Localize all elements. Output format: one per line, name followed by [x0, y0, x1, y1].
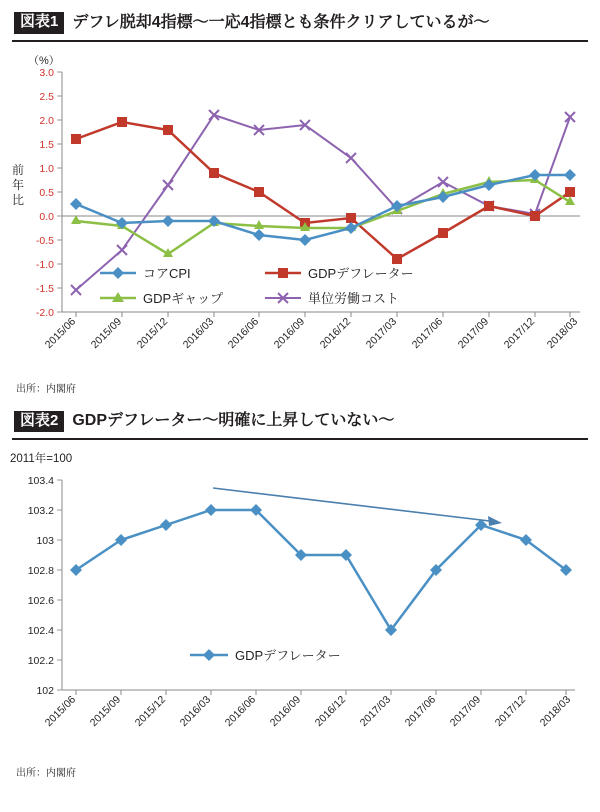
svg-text:2015/06: 2015/06 — [42, 315, 79, 351]
svg-text:103.2: 103.2 — [27, 505, 54, 517]
svg-text:比: 比 — [11, 192, 25, 207]
svg-text:-1.0: -1.0 — [35, 258, 54, 271]
figure2-unit-label: 2011年=100 — [10, 453, 73, 465]
svg-text:102: 102 — [36, 685, 54, 697]
page — [0, 12, 600, 812]
svg-text:2016/06: 2016/06 — [225, 315, 262, 351]
figure1-yaxis-label-c1: 前 — [11, 162, 25, 177]
figure2-x-ticklabels — [43, 694, 573, 729]
svg-text:103: 103 — [36, 535, 54, 547]
svg-text:2018/03: 2018/03 — [537, 693, 574, 729]
svg-text:2017/06: 2017/06 — [409, 315, 446, 351]
svg-text:2017/06: 2017/06 — [402, 693, 439, 729]
figure1-legend-label-2: GDPギャップ — [143, 290, 224, 306]
figure1-legend-label-1: GDPデフレーター — [308, 265, 414, 281]
svg-text:年: 年 — [11, 177, 25, 192]
figure1-legend — [100, 266, 414, 306]
figure1-svg — [0, 42, 600, 382]
figure1-chart — [0, 42, 600, 382]
svg-text:2015/12: 2015/12 — [134, 315, 171, 351]
svg-text:2018/03: 2018/03 — [544, 315, 581, 351]
figure1-title: デフレ脱却4指標～一応4指標とも条件クリアしているが～ — [72, 13, 490, 31]
figure2-svg — [0, 440, 600, 770]
figure1-heading — [0, 12, 600, 34]
svg-text:-2.0: -2.0 — [35, 306, 54, 319]
svg-text:2016/12: 2016/12 — [317, 315, 354, 351]
svg-text:102.8: 102.8 — [27, 565, 54, 577]
figure1-legend-label-3: 単位労働コスト — [308, 290, 400, 306]
figure2-chart — [0, 440, 600, 770]
svg-text:103.4: 103.4 — [27, 475, 54, 487]
figure1-legend-label-0: コアCPI — [143, 265, 191, 281]
svg-text:2.0: 2.0 — [39, 114, 54, 127]
svg-text:2015/06: 2015/06 — [42, 693, 79, 729]
svg-text:1.5: 1.5 — [39, 138, 54, 151]
svg-text:2016/09: 2016/09 — [267, 693, 304, 729]
figure1-tag: 図表1 — [14, 12, 64, 34]
svg-text:2016/03: 2016/03 — [177, 693, 214, 729]
figure2-x-ticks — [76, 690, 566, 695]
figure2-heading — [0, 411, 600, 433]
svg-text:1.0: 1.0 — [39, 162, 54, 175]
svg-text:2016/06: 2016/06 — [222, 693, 259, 729]
svg-text:2015/09: 2015/09 — [88, 315, 125, 351]
figure2-source: 出所：内閣府 — [16, 768, 76, 779]
figure1-x-ticks — [76, 312, 570, 317]
svg-text:2016/03: 2016/03 — [180, 315, 217, 351]
svg-text:2017/09: 2017/09 — [447, 693, 484, 729]
figure1-y-ticks — [57, 72, 62, 312]
svg-text:0.0: 0.0 — [39, 210, 54, 223]
svg-text:2015/12: 2015/12 — [132, 693, 169, 729]
figure1-unit-label: （%） — [28, 54, 60, 67]
svg-text:102.4: 102.4 — [27, 625, 54, 637]
svg-text:2017/12: 2017/12 — [492, 693, 529, 729]
figure2-y-ticks — [57, 480, 62, 690]
svg-text:0.5: 0.5 — [39, 186, 54, 199]
svg-text:2016/12: 2016/12 — [312, 693, 349, 729]
svg-text:3.0: 3.0 — [39, 66, 54, 79]
figure1-x-ticklabels — [43, 315, 580, 350]
figure1-source: 出所：内閣府 — [16, 383, 76, 395]
svg-text:2.5: 2.5 — [39, 90, 54, 103]
figure2-tag: 図表2 — [14, 411, 64, 433]
svg-text:2017/03: 2017/03 — [363, 315, 400, 351]
figure2-title: GDPデフレーター～明確に上昇していない～ — [72, 412, 395, 430]
svg-text:2015/09: 2015/09 — [87, 693, 124, 729]
figure2-legend — [190, 648, 341, 663]
svg-text:102.2: 102.2 — [27, 655, 54, 667]
figure2-legend-label-0: GDPデフレーター — [235, 648, 341, 663]
figure1-y-ticklabels — [36, 67, 54, 319]
figure2-y-ticklabels — [28, 475, 54, 697]
svg-text:2016/09: 2016/09 — [271, 315, 308, 351]
svg-text:2017/03: 2017/03 — [357, 693, 394, 729]
svg-text:-1.5: -1.5 — [35, 282, 54, 295]
svg-text:2017/12: 2017/12 — [501, 315, 538, 351]
svg-text:-0.5: -0.5 — [35, 234, 54, 247]
svg-text:102.6: 102.6 — [27, 595, 54, 607]
svg-text:2017/09: 2017/09 — [455, 315, 492, 351]
